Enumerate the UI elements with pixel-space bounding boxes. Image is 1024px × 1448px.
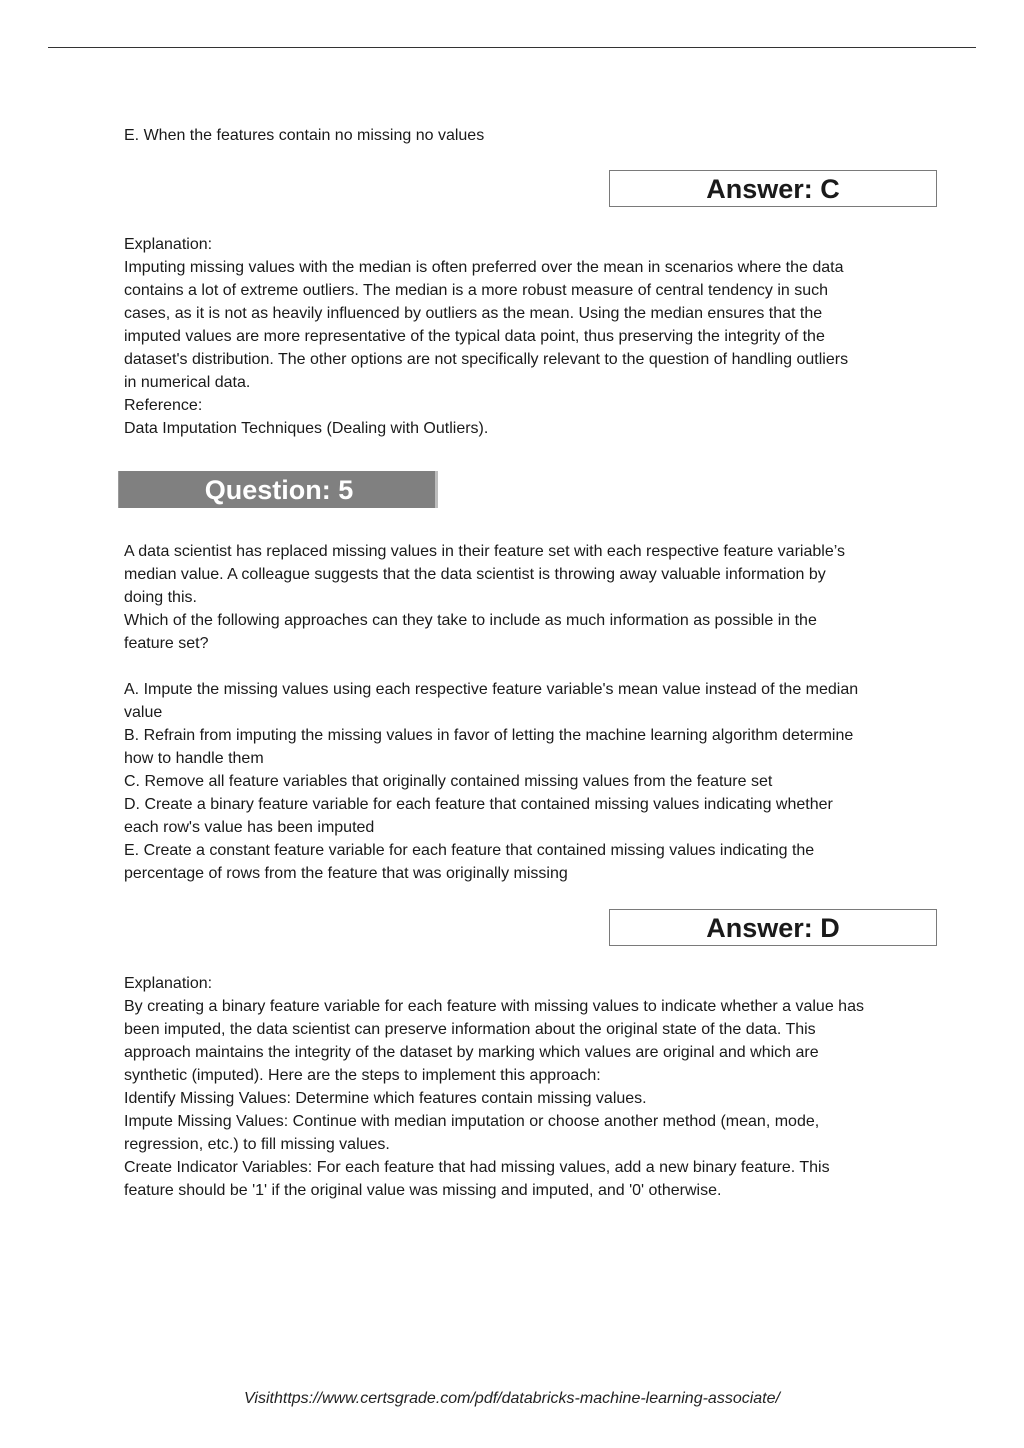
- explanation-line: feature should be '1' if the original value was missing and imputed, and '0' otherwise.: [124, 1182, 722, 1199]
- stem-line: feature set?: [124, 635, 209, 652]
- explanation-line: dataset's distribution. The other options are not specifically relevant to the question of handling outliers: [124, 351, 849, 368]
- explanation-line: cases, as it is not as heavily influenced by outliers as the mean. Using the median ensures that the: [124, 305, 823, 322]
- header-rule: [48, 47, 976, 48]
- option-d: D. Create a binary feature variable for each feature that contained missing values indicating whether: [124, 796, 833, 813]
- footer-link[interactable]: Visithttps://www.certsgrade.com/pdf/databricks-machine-learning-associate/: [244, 1390, 780, 1407]
- explanation-line: synthetic (imputed). Here are the steps to implement this approach:: [124, 1067, 601, 1084]
- option-a: A. Impute the missing values using each respective feature variable's mean value instead of the median: [124, 681, 859, 698]
- explanation-line: approach maintains the integrity of the dataset by marking which values are original and which are: [124, 1044, 819, 1061]
- option-a-cont: value: [124, 704, 163, 721]
- reference-text: Data Imputation Techniques (Dealing with Outliers).: [124, 420, 489, 437]
- option-c: C. Remove all feature variables that originally contained missing values from the feature set: [124, 773, 773, 790]
- question-banner: [118, 471, 438, 508]
- option-d-cont: each row's value has been imputed: [124, 819, 375, 836]
- stem-line: median value. A colleague suggests that the data scientist is throwing away valuable information by: [124, 566, 826, 583]
- answer-box-c: Answer: C: [609, 170, 937, 207]
- answer-box-d: Answer: D: [609, 909, 937, 946]
- question-title: Question: 5: [204, 475, 354, 505]
- stem-line: doing this.: [124, 589, 197, 606]
- option-e-text: E. When the features contain no missing no values: [124, 127, 485, 144]
- explanation-line: Imputing missing values with the median is often preferred over the mean in scenarios where the data: [124, 259, 844, 276]
- explanation-line: imputed values are more representative of the typical data point, thus preserving the integrity of the: [124, 328, 825, 345]
- stem-line: A data scientist has replaced missing values in their feature set with each respective feature variable’s: [124, 543, 845, 560]
- explanation-label: Explanation:: [124, 975, 213, 992]
- explanation-line: Impute Missing Values: Continue with median imputation or choose another method (mean, mode,: [124, 1113, 820, 1130]
- explanation-line: been imputed, the data scientist can preserve information about the original state of the data. This: [124, 1021, 816, 1038]
- explanation-line: Create Indicator Variables: For each feature that had missing values, add a new binary feature. This: [124, 1159, 830, 1176]
- explanation-line: regression, etc.) to fill missing values.: [124, 1136, 390, 1153]
- explanation-line: Identify Missing Values: Determine which features contain missing values.: [124, 1090, 647, 1107]
- explanation-line: in numerical data.: [124, 374, 251, 391]
- explanation-line: Explanation:: [124, 236, 213, 253]
- option-e-cont: percentage of rows from the feature that was originally missing: [124, 865, 568, 882]
- option-b-cont: how to handle them: [124, 750, 264, 767]
- option-b: B. Refrain from imputing the missing values in favor of letting the machine learning algorithm determine: [124, 727, 854, 744]
- explanation-line: contains a lot of extreme outliers. The median is a more robust measure of central tendency in such: [124, 282, 829, 299]
- explanation-line: By creating a binary feature variable for each feature with missing values to indicate whether a value has: [124, 998, 864, 1015]
- stem-line: Which of the following approaches can they take to include as much information as possible in the: [124, 612, 817, 629]
- option-e: E. Create a constant feature variable for each feature that contained missing values indicating the: [124, 842, 815, 859]
- reference-label: Reference:: [124, 397, 203, 414]
